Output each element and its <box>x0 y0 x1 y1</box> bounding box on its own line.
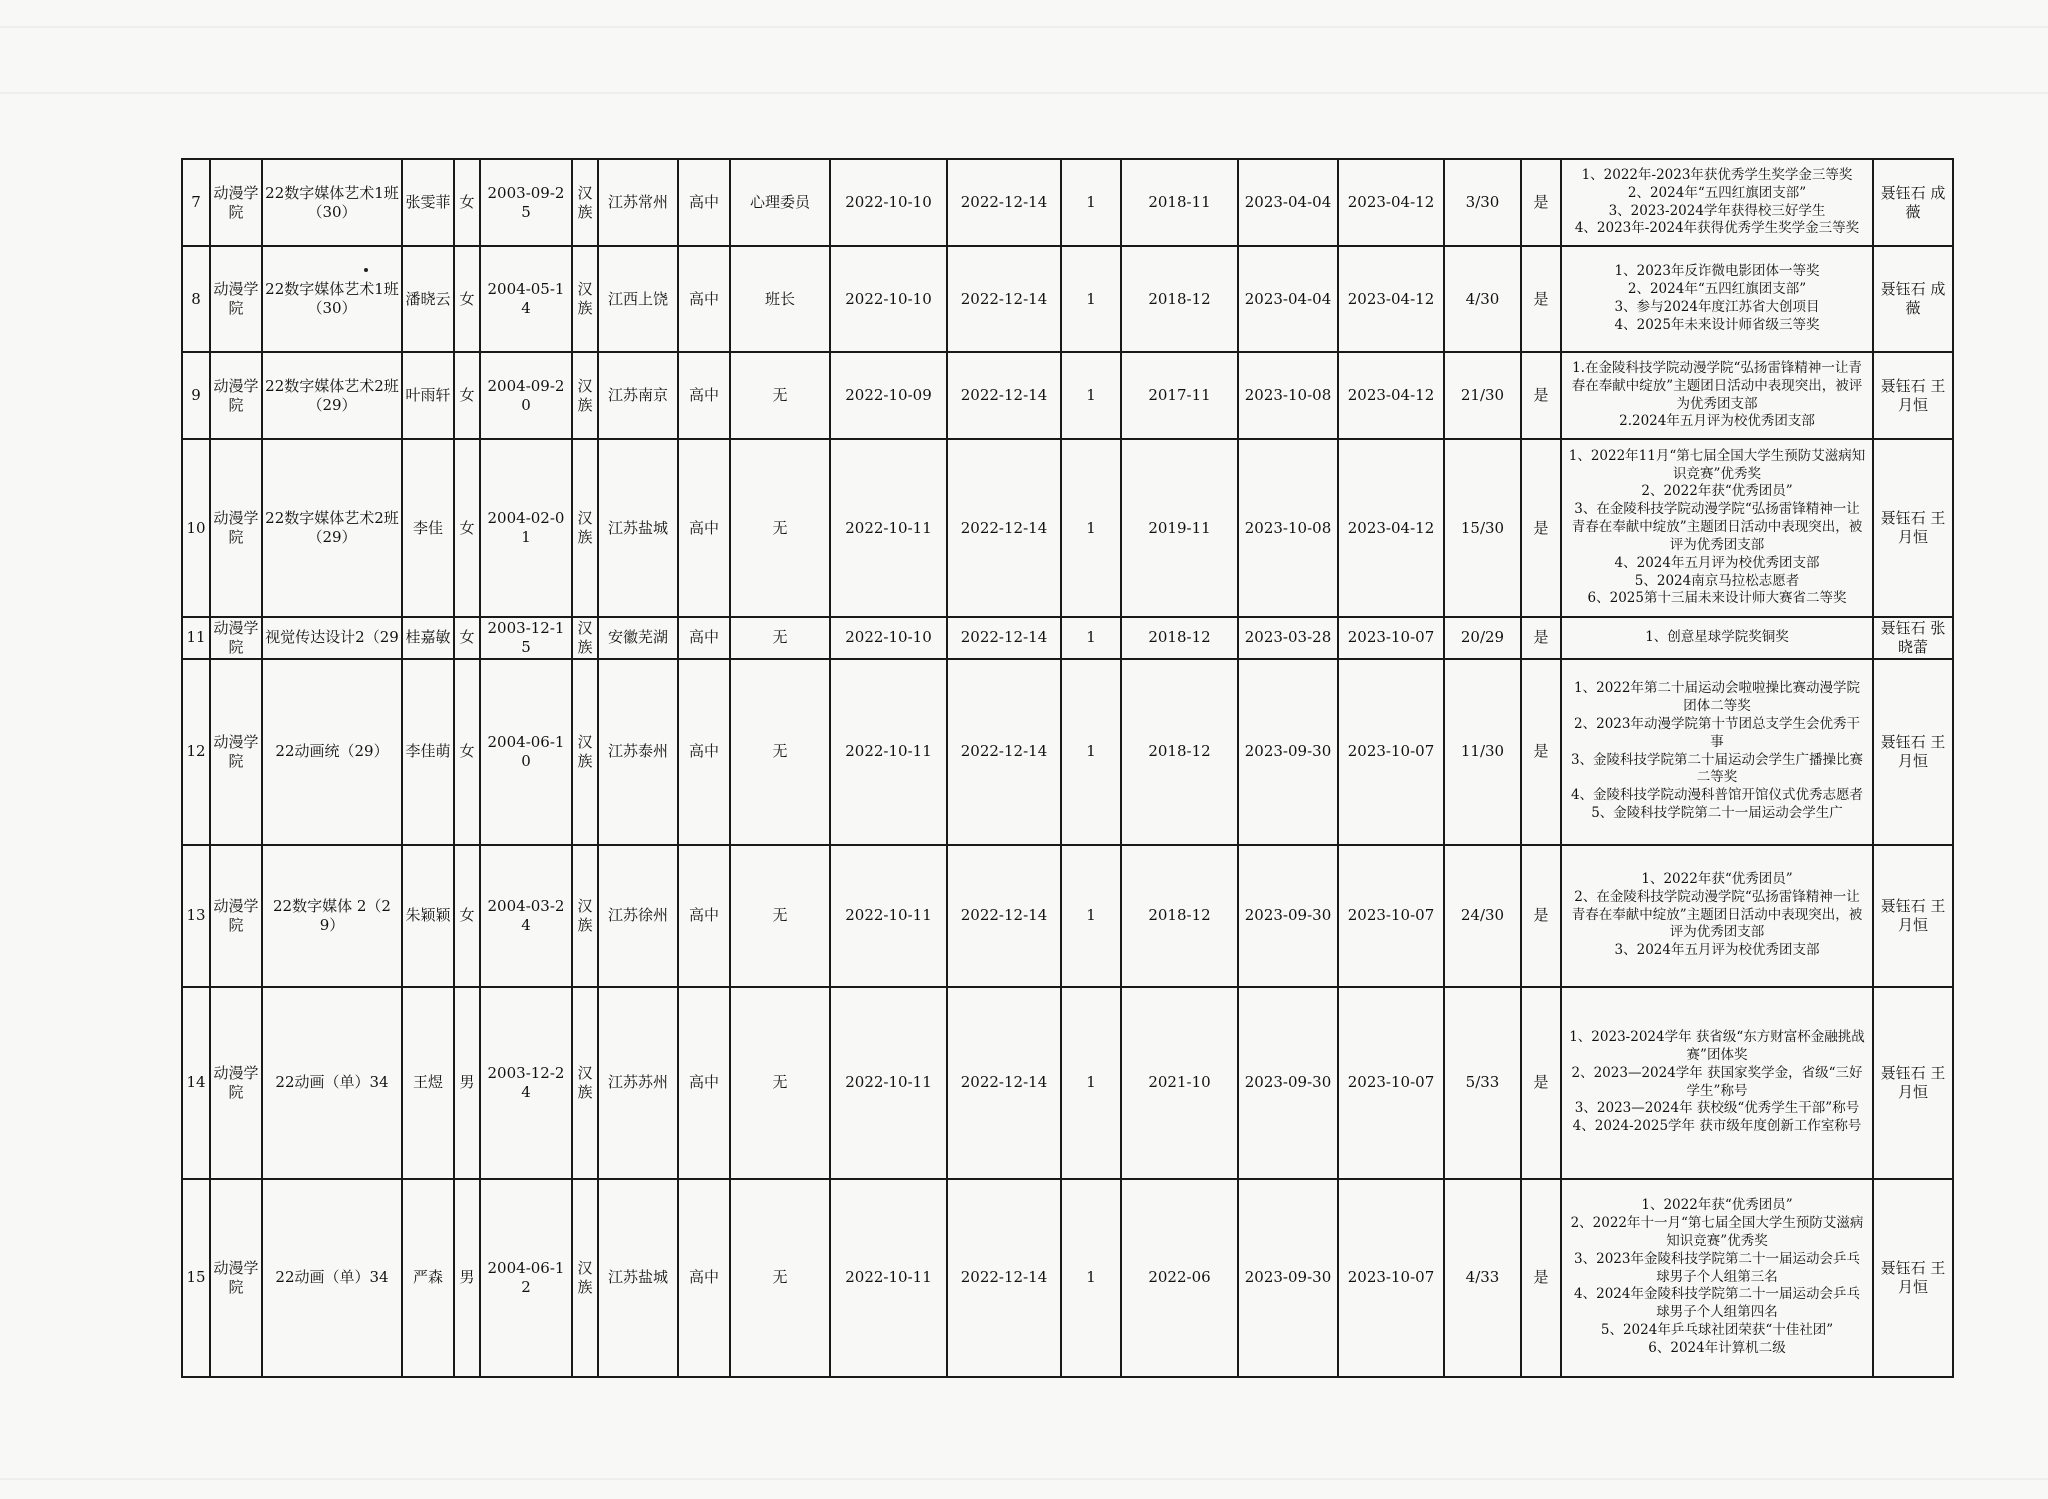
honor-item: 3、2023-2024学年获得校三好学生 <box>1608 202 1826 219</box>
date-b-cell: 2022-12-14 <box>947 1179 1061 1377</box>
table-row <box>182 845 1953 987</box>
name-cell: 王煜 <box>402 987 454 1179</box>
count-cell: 1 <box>1061 987 1121 1179</box>
date-c-cell: 2023-09-30 <box>1238 845 1338 987</box>
table-row <box>182 1179 1953 1377</box>
honor-item: 1、2022年-2023年获优秀学生奖学金三等奖 <box>1581 166 1853 183</box>
count-cell: 1 <box>1061 659 1121 845</box>
honor-item: 2、2022年获“优秀团员” <box>1641 483 1793 500</box>
date-d-cell: 2023-04-12 <box>1338 246 1444 352</box>
honors-cell <box>1561 439 1873 617</box>
date-b-cell: 2022-12-14 <box>947 659 1061 845</box>
table-row <box>182 659 1953 845</box>
college-cell: 动漫学院 <box>210 159 262 246</box>
ethnicity-cell: 汉族 <box>572 159 598 246</box>
honor-item: 5、金陵科技学院第二十一届运动会学生广 <box>1591 804 1843 821</box>
qualified-cell: 是 <box>1521 1179 1561 1377</box>
college-cell: 动漫学院 <box>210 659 262 845</box>
date-b-cell: 2022-12-14 <box>947 439 1061 617</box>
contacts-cell: 聂钰石 王月恒 <box>1873 987 1953 1179</box>
row-number: 8 <box>182 246 210 352</box>
date-a-cell: 2022-10-10 <box>830 617 947 659</box>
name-cell: 叶雨轩 <box>402 352 454 439</box>
date-b-cell: 2022-12-14 <box>947 617 1061 659</box>
honor-item: 4、2023年-2024年获得优秀学生奖学金三等奖 <box>1574 220 1860 237</box>
honors-cell <box>1561 659 1873 845</box>
origin-cell: 江苏盐城 <box>598 439 678 617</box>
qualified-cell: 是 <box>1521 617 1561 659</box>
league-date-cell: 2018-12 <box>1121 845 1238 987</box>
honor-item: 6、2024年计算机二级 <box>1648 1339 1786 1356</box>
honor-item: 4、2025年未来设计师省级三等奖 <box>1614 316 1820 333</box>
position-cell: 无 <box>730 352 830 439</box>
honor-item: 2、在金陵科技学院动漫学院“弘扬雷锋精神一让青春在奉献中绽放”主题团日活动中表现突出，被评为优秀团支部 <box>1571 888 1863 941</box>
college-cell: 动漫学院 <box>210 1179 262 1377</box>
education-cell: 高中 <box>678 246 730 352</box>
league-date-cell: 2022-06 <box>1121 1179 1238 1377</box>
name-cell: 严森 <box>402 1179 454 1377</box>
date-a-cell: 2022-10-11 <box>830 1179 947 1377</box>
row-number: 12 <box>182 659 210 845</box>
honor-item: 2、2022年十一月“第七届全国大学生预防艾滋病知识竞赛”优秀奖 <box>1570 1215 1864 1249</box>
row-number: 14 <box>182 987 210 1179</box>
contacts-cell: 聂钰石 王月恒 <box>1873 1179 1953 1377</box>
gender-cell: 女 <box>454 845 480 987</box>
gender-cell: 女 <box>454 159 480 246</box>
position-cell: 心理委员 <box>730 159 830 246</box>
class-cell: 22数字媒体艺术1班（30） <box>262 159 402 246</box>
league-date-cell: 2021-10 <box>1121 987 1238 1179</box>
education-cell: 高中 <box>678 617 730 659</box>
education-cell: 高中 <box>678 845 730 987</box>
honor-item: 1、2022年获“优秀团员” <box>1641 1197 1793 1214</box>
league-date-cell: 2017-11 <box>1121 352 1238 439</box>
scan-artifact <box>0 92 2048 94</box>
league-date-cell: 2018-12 <box>1121 617 1238 659</box>
college-cell: 动漫学院 <box>210 987 262 1179</box>
name-cell: 朱颖颖 <box>402 845 454 987</box>
origin-cell: 江苏苏州 <box>598 987 678 1179</box>
honor-item: 4、2024年五月评为校优秀团支部 <box>1614 554 1820 571</box>
table-row <box>182 617 1953 659</box>
date-c-cell: 2023-09-30 <box>1238 1179 1338 1377</box>
college-cell: 动漫学院 <box>210 246 262 352</box>
origin-cell: 江西上饶 <box>598 246 678 352</box>
college-cell: 动漫学院 <box>210 845 262 987</box>
birth-date-cell: 2004-06-10 <box>480 659 572 845</box>
contacts-cell: 聂钰石 成薇 <box>1873 246 1953 352</box>
rank-cell: 4/33 <box>1444 1179 1521 1377</box>
honor-item: 1、2023-2024学年 获省级“东方财富杯金融挑战赛”团体奖 <box>1569 1029 1865 1063</box>
roster-body <box>182 159 1953 1377</box>
date-d-cell: 2023-10-07 <box>1338 617 1444 659</box>
count-cell: 1 <box>1061 617 1121 659</box>
table-row <box>182 246 1953 352</box>
name-cell: 李佳 <box>402 439 454 617</box>
date-a-cell: 2022-10-11 <box>830 987 947 1179</box>
qualified-cell: 是 <box>1521 659 1561 845</box>
date-a-cell: 2022-10-10 <box>830 246 947 352</box>
count-cell: 1 <box>1061 845 1121 987</box>
origin-cell: 江苏盐城 <box>598 1179 678 1377</box>
league-date-cell: 2019-11 <box>1121 439 1238 617</box>
honor-item: 1、2023年反诈微电影团体一等奖 <box>1614 263 1820 280</box>
birth-date-cell: 2004-09-20 <box>480 352 572 439</box>
honor-item: 3、参与2024年度江苏省大创项目 <box>1614 299 1820 315</box>
contacts-cell: 聂钰石 张晓蕾 <box>1873 617 1953 659</box>
gender-cell: 女 <box>454 617 480 659</box>
honor-item: 5、2024南京马拉松志愿者 <box>1634 572 1800 589</box>
date-c-cell: 2023-09-30 <box>1238 987 1338 1179</box>
date-d-cell: 2023-10-07 <box>1338 659 1444 845</box>
college-cell: 动漫学院 <box>210 439 262 617</box>
count-cell: 1 <box>1061 352 1121 439</box>
origin-cell: 江苏泰州 <box>598 659 678 845</box>
honors-cell <box>1561 159 1873 246</box>
date-d-cell: 2023-04-12 <box>1338 439 1444 617</box>
gender-cell: 男 <box>454 987 480 1179</box>
contacts-cell: 聂钰石 王月恒 <box>1873 439 1953 617</box>
origin-cell: 安徽芜湖 <box>598 617 678 659</box>
position-cell: 无 <box>730 1179 830 1377</box>
member-roster-table <box>181 158 1954 1378</box>
education-cell: 高中 <box>678 987 730 1179</box>
date-c-cell: 2023-04-04 <box>1238 159 1338 246</box>
honor-item: 3、2023—2024年 获校级“优秀学生干部”称号 <box>1574 1100 1860 1117</box>
table-row <box>182 439 1953 617</box>
college-cell: 动漫学院 <box>210 352 262 439</box>
row-number: 9 <box>182 352 210 439</box>
honor-item: 4、2024年金陵科技学院第二十一届运动会乒乓球男子个人组第四名 <box>1574 1286 1860 1321</box>
birth-date-cell: 2003-09-25 <box>480 159 572 246</box>
position-cell: 无 <box>730 845 830 987</box>
count-cell: 1 <box>1061 159 1121 246</box>
honor-item: 3、2023年金陵科技学院第二十一届运动会乒乓球男子个人组第三名 <box>1574 1250 1860 1285</box>
education-cell: 高中 <box>678 159 730 246</box>
education-cell: 高中 <box>678 439 730 617</box>
rank-cell: 3/30 <box>1444 159 1521 246</box>
position-cell: 无 <box>730 617 830 659</box>
honor-item: 4、2024-2025学年 获市级年度创新工作室称号 <box>1572 1118 1862 1135</box>
birth-date-cell: 2003-12-24 <box>480 987 572 1179</box>
origin-cell: 江苏常州 <box>598 159 678 246</box>
row-number: 15 <box>182 1179 210 1377</box>
row-number: 13 <box>182 845 210 987</box>
name-cell: 桂嘉敏 <box>402 617 454 659</box>
position-cell: 无 <box>730 439 830 617</box>
date-c-cell: 2023-09-30 <box>1238 659 1338 845</box>
league-date-cell: 2018-11 <box>1121 159 1238 246</box>
date-b-cell: 2022-12-14 <box>947 246 1061 352</box>
class-cell: 22数字媒体艺术1班（30） <box>262 246 402 352</box>
table-row <box>182 987 1953 1179</box>
ethnicity-cell: 汉族 <box>572 617 598 659</box>
date-a-cell: 2022-10-11 <box>830 845 947 987</box>
ethnicity-cell: 汉族 <box>572 987 598 1179</box>
birth-date-cell: 2003-12-15 <box>480 617 572 659</box>
honor-item: 2、2024年“五四红旗团支部” <box>1627 184 1807 201</box>
qualified-cell: 是 <box>1521 352 1561 439</box>
gender-cell: 女 <box>454 659 480 845</box>
honors-cell <box>1561 1179 1873 1377</box>
date-c-cell: 2023-10-08 <box>1238 352 1338 439</box>
rank-cell: 5/33 <box>1444 987 1521 1179</box>
birth-date-cell: 2004-03-24 <box>480 845 572 987</box>
class-cell: 22动画（单）34 <box>262 987 402 1179</box>
date-d-cell: 2023-10-07 <box>1338 1179 1444 1377</box>
count-cell: 1 <box>1061 439 1121 617</box>
position-cell: 无 <box>730 987 830 1179</box>
date-b-cell: 2022-12-14 <box>947 987 1061 1179</box>
rank-cell: 11/30 <box>1444 659 1521 845</box>
class-cell: 22动画（单）34 <box>262 1179 402 1377</box>
rank-cell: 24/30 <box>1444 845 1521 987</box>
date-c-cell: 2023-03-28 <box>1238 617 1338 659</box>
honor-item: 2、2024年“五四红旗团支部” <box>1627 281 1807 298</box>
class-cell: 22动画统（29） <box>262 659 402 845</box>
qualified-cell: 是 <box>1521 439 1561 617</box>
honor-item: 4、金陵科技学院动漫科普馆开馆仪式优秀志愿者 <box>1570 787 1864 804</box>
scan-artifact <box>0 1478 2048 1480</box>
row-number: 7 <box>182 159 210 246</box>
contacts-cell: 聂钰石 王月恒 <box>1873 352 1953 439</box>
origin-cell: 江苏南京 <box>598 352 678 439</box>
table-row <box>182 159 1953 246</box>
class-cell: 22数字媒体艺术2班（29） <box>262 439 402 617</box>
gender-cell: 女 <box>454 352 480 439</box>
gender-cell: 男 <box>454 1179 480 1377</box>
contacts-cell: 聂钰石 王月恒 <box>1873 845 1953 987</box>
honor-item: 2.2024年五月评为校优秀团支部 <box>1619 413 1815 430</box>
count-cell: 1 <box>1061 1179 1121 1377</box>
honor-item: 6、2025第十三届未来设计师大赛省二等奖 <box>1587 590 1847 607</box>
honors-cell <box>1561 352 1873 439</box>
honor-item: 2、2023年动漫学院第十节团总支学生会优秀干事 <box>1574 715 1860 750</box>
date-a-cell: 2022-10-11 <box>830 439 947 617</box>
contacts-cell: 聂钰石 王月恒 <box>1873 659 1953 845</box>
ethnicity-cell: 汉族 <box>572 246 598 352</box>
honor-item: 1、2022年第二十届运动会啦啦操比赛动漫学院团体二等奖 <box>1574 680 1860 715</box>
ethnicity-cell: 汉族 <box>572 659 598 845</box>
date-b-cell: 2022-12-14 <box>947 159 1061 246</box>
league-date-cell: 2018-12 <box>1121 246 1238 352</box>
name-cell: 潘晓云 <box>402 246 454 352</box>
rank-cell: 20/29 <box>1444 617 1521 659</box>
ethnicity-cell: 汉族 <box>572 352 598 439</box>
date-c-cell: 2023-04-04 <box>1238 246 1338 352</box>
row-number: 10 <box>182 439 210 617</box>
honor-item: 5、2024年乒乓球社团荣获“十佳社团” <box>1600 1322 1834 1339</box>
education-cell: 高中 <box>678 352 730 439</box>
date-c-cell: 2023-10-08 <box>1238 439 1338 617</box>
honor-item: 1、2022年获“优秀团员” <box>1641 870 1793 887</box>
birth-date-cell: 2004-05-14 <box>480 246 572 352</box>
qualified-cell: 是 <box>1521 246 1561 352</box>
honor-item: 3、金陵科技学院第二十届运动会学生广播操比赛二等奖 <box>1570 751 1864 786</box>
count-cell: 1 <box>1061 246 1121 352</box>
honor-item: 3、2024年五月评为校优秀团支部 <box>1614 942 1820 959</box>
date-a-cell: 2022-10-09 <box>830 352 947 439</box>
position-cell: 班长 <box>730 246 830 352</box>
honors-cell <box>1561 845 1873 987</box>
rank-cell: 4/30 <box>1444 246 1521 352</box>
honors-cell <box>1561 246 1873 352</box>
date-b-cell: 2022-12-14 <box>947 845 1061 987</box>
education-cell: 高中 <box>678 659 730 845</box>
qualified-cell: 是 <box>1521 845 1561 987</box>
qualified-cell: 是 <box>1521 987 1561 1179</box>
position-cell: 无 <box>730 659 830 845</box>
date-b-cell: 2022-12-14 <box>947 352 1061 439</box>
honors-cell <box>1561 617 1873 659</box>
date-d-cell: 2023-04-12 <box>1338 159 1444 246</box>
ethnicity-cell: 汉族 <box>572 845 598 987</box>
class-cell: 22数字媒体艺术2班（29） <box>262 352 402 439</box>
ethnicity-cell: 汉族 <box>572 439 598 617</box>
class-cell: 视觉传达设计2（29 <box>262 617 402 659</box>
ethnicity-cell: 汉族 <box>572 1179 598 1377</box>
date-d-cell: 2023-10-07 <box>1338 845 1444 987</box>
honor-item: 1、创意星球学院奖铜奖 <box>1645 628 1789 645</box>
origin-cell: 江苏徐州 <box>598 845 678 987</box>
honors-cell <box>1561 987 1873 1179</box>
honor-item: 2、2023—2024学年 获国家奖学金，省级“三好学生”称号 <box>1571 1064 1863 1099</box>
gender-cell: 女 <box>454 246 480 352</box>
rank-cell: 21/30 <box>1444 352 1521 439</box>
birth-date-cell: 2004-02-01 <box>480 439 572 617</box>
gender-cell: 女 <box>454 439 480 617</box>
name-cell: 张雯菲 <box>402 159 454 246</box>
class-cell: 22数字媒体 2（29） <box>262 845 402 987</box>
scan-artifact <box>0 26 2048 28</box>
birth-date-cell: 2004-06-12 <box>480 1179 572 1377</box>
education-cell: 高中 <box>678 1179 730 1377</box>
honor-item: 1.在金陵科技学院动漫学院“弘扬雷锋精神一让青春在奉献中绽放”主题团日活动中表现突出，被评为优秀团支部 <box>1571 359 1863 412</box>
college-cell: 动漫学院 <box>210 617 262 659</box>
qualified-cell: 是 <box>1521 159 1561 246</box>
contacts-cell: 聂钰石 成薇 <box>1873 159 1953 246</box>
league-date-cell: 2018-12 <box>1121 659 1238 845</box>
row-number: 11 <box>182 617 210 659</box>
date-d-cell: 2023-04-12 <box>1338 352 1444 439</box>
date-a-cell: 2022-10-11 <box>830 659 947 845</box>
date-a-cell: 2022-10-10 <box>830 159 947 246</box>
date-d-cell: 2023-10-07 <box>1338 987 1444 1179</box>
honor-item: 1、2022年11月“第七届全国大学生预防艾滋病知识竞赛”优秀奖 <box>1568 447 1866 482</box>
name-cell: 李佳萌 <box>402 659 454 845</box>
table-row <box>182 352 1953 439</box>
honor-item: 3、在金陵科技学院动漫学院“弘扬雷锋精神一让青春在奉献中绽放”主题团日活动中表现突出，被评为优秀团支部 <box>1571 501 1863 553</box>
rank-cell: 15/30 <box>1444 439 1521 617</box>
